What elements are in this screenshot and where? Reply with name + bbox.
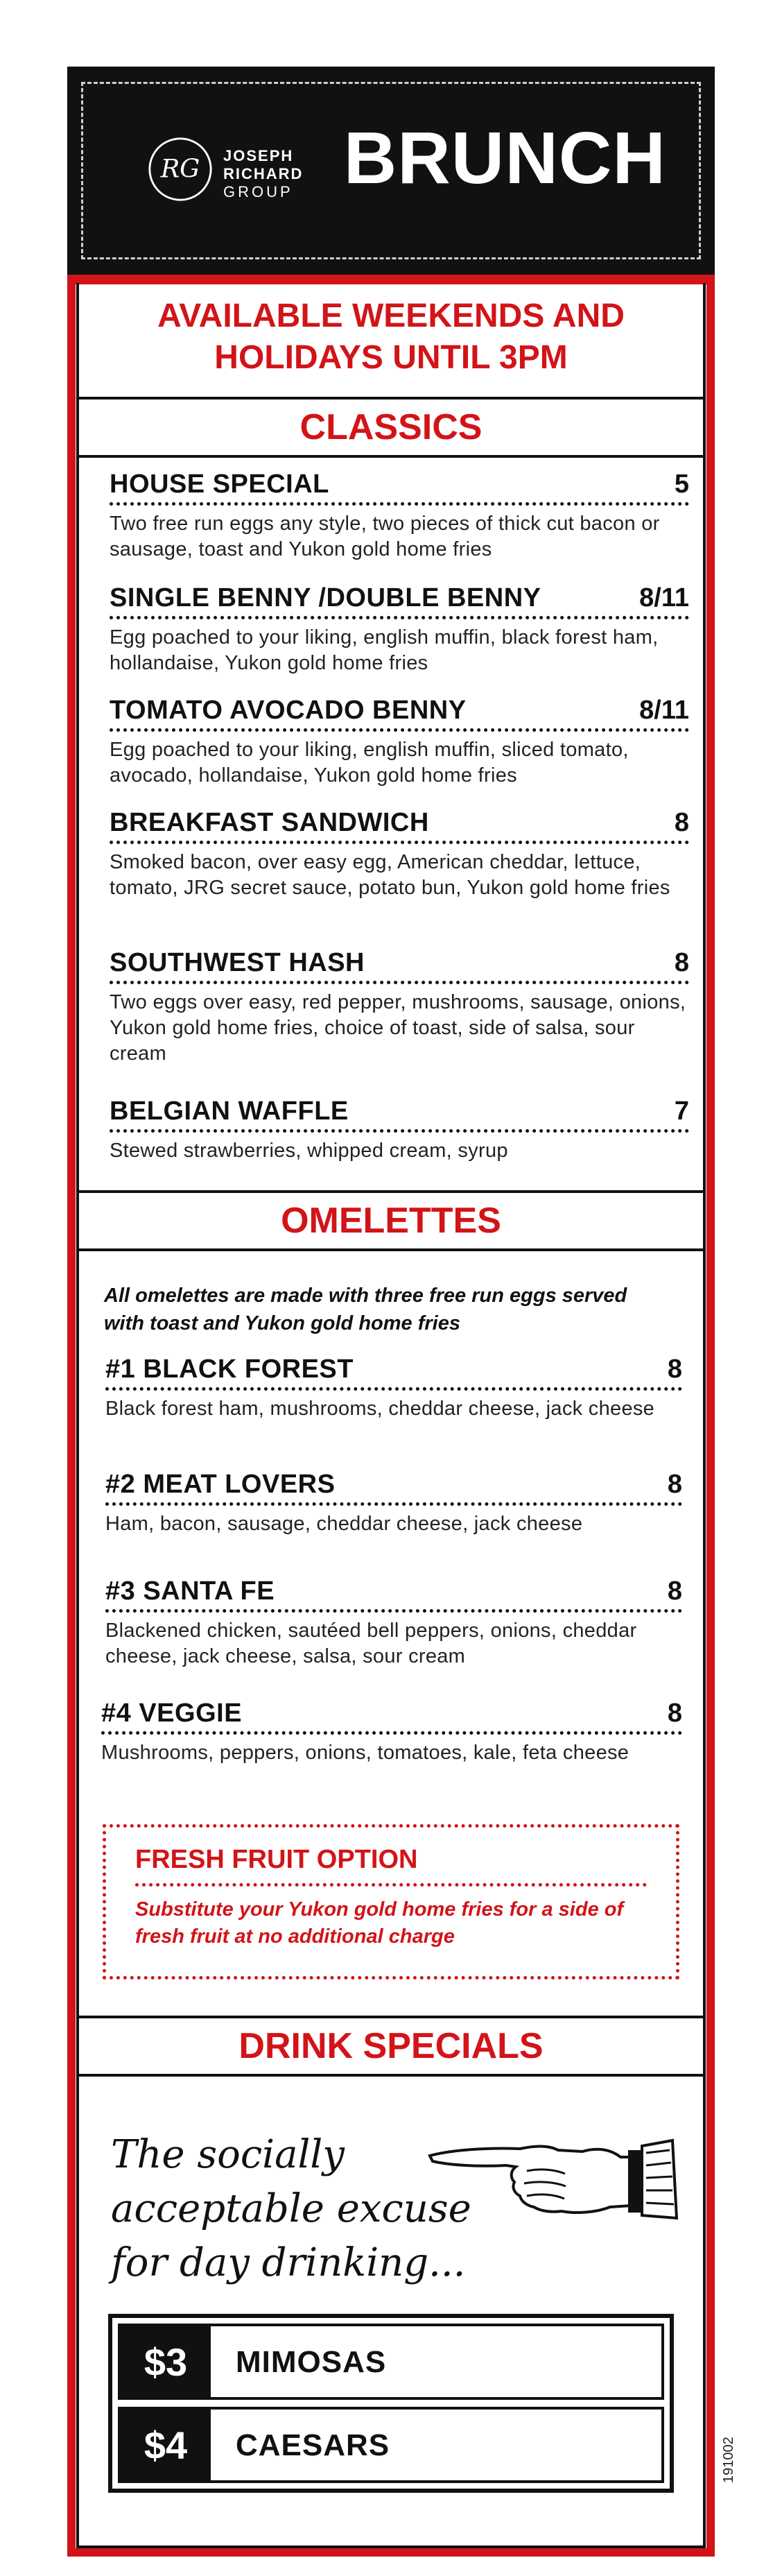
item-price: 8 (667, 1470, 682, 1499)
item-price: 8 (667, 1699, 682, 1728)
availability-note (83, 295, 699, 379)
drink-specials-table (108, 2314, 674, 2493)
item-title-row (101, 1698, 682, 1735)
item-name: TOMATO AVOCADO BENNY (110, 696, 467, 725)
item-description: Ham, bacon, sausage, cheddar cheese, jack cheese (105, 1513, 583, 1535)
fruit-option-title: FRESH FRUIT OPTION (135, 1845, 418, 1874)
item-title-row (110, 583, 689, 619)
item-description: Black forest ham, mushrooms, cheddar cheese, jack cheese (105, 1398, 655, 1420)
menu-item (110, 947, 689, 1067)
tagline-line-1: The socially (111, 2132, 345, 2177)
item-name: BELGIAN WAFFLE (110, 1097, 349, 1126)
fresh-fruit-option-box (103, 1824, 679, 1980)
print-code: 191002 (721, 2437, 736, 2483)
menu-item (110, 469, 689, 563)
omelettes-intro: All omelettes are made with three free run eggs served with toast and Yukon gold home fries (104, 1285, 627, 1334)
item-price: 8 (674, 808, 689, 837)
availability-line-2: HOLIDAYS UNTIL 3PM (214, 339, 568, 376)
pointing-hand-icon (423, 2129, 679, 2226)
item-description: Mushrooms, peppers, onions, tomatoes, kale, feta cheese (101, 1742, 629, 1764)
tagline-line-3: for day drinking... (111, 2240, 466, 2285)
availability-line-1: AVAILABLE WEEKENDS AND (157, 298, 625, 334)
drink-name: MIMOSAS (236, 2345, 387, 2379)
drink-row (118, 2407, 664, 2483)
item-title-row (110, 1096, 689, 1133)
menu-item (110, 1096, 689, 1164)
item-name: SINGLE BENNY /DOUBLE BENNY (110, 583, 541, 612)
item-name: #1 BLACK FOREST (105, 1355, 354, 1384)
classics-heading: CLASSICS (76, 397, 706, 458)
logo-line-2: RICHARD (223, 165, 304, 182)
item-name: #2 MEAT LOVERS (105, 1470, 336, 1499)
fruit-option-divider (135, 1883, 647, 1887)
item-title-row (105, 1469, 682, 1506)
item-name: BREAKFAST SANDWICH (110, 808, 429, 837)
menu-item (110, 583, 689, 676)
item-title-row (110, 469, 689, 506)
svg-text:RG: RG (160, 153, 200, 184)
item-title-row (110, 807, 689, 844)
item-description: Two free run eggs any style, two pieces of thick cut bacon or sausage, toast and Yukon gold home fries (110, 513, 660, 560)
menu-item (105, 1354, 682, 1422)
item-title-row (105, 1354, 682, 1391)
menu-item (105, 1469, 682, 1537)
item-price: 8 (674, 948, 689, 977)
item-price: 8/11 (639, 696, 689, 725)
omelettes-heading: OMELETTES (76, 1190, 706, 1251)
item-description: Egg poached to your liking, english muffin, black forest ham, hollandaise, Yukon gold home fries (110, 626, 659, 674)
item-name: SOUTHWEST HASH (110, 948, 365, 977)
item-description: Egg poached to your liking, english muffin, sliced tomato, avocado, hollandaise, Yukon gold home fries (110, 739, 629, 787)
menu-title: BRUNCH (343, 117, 666, 199)
item-title-row (105, 1576, 682, 1613)
item-title-row (110, 695, 689, 732)
item-name: HOUSE SPECIAL (110, 470, 329, 499)
menu-item (110, 695, 689, 789)
item-description: Two eggs over easy, red pepper, mushrooms, sausage, onions, Yukon gold home fries, choice of toast, side of salsa, sour cream (110, 991, 686, 1065)
menu-item (101, 1698, 682, 1766)
drink-row (118, 2324, 664, 2400)
item-name: #4 VEGGIE (101, 1699, 243, 1728)
item-name: #3 SANTA FE (105, 1577, 275, 1606)
item-price: 8 (667, 1355, 682, 1384)
item-description: Smoked bacon, over easy egg, American cheddar, lettuce, tomato, JRG secret sauce, potato bun, Yukon gold home fries (110, 851, 670, 899)
item-description: Blackened chicken, sautéed bell peppers, onions, cheddar cheese, jack cheese, salsa, sour cream (105, 1620, 637, 1667)
item-price: 7 (674, 1097, 689, 1126)
fruit-option-text: Substitute your Yukon gold home fries for a side of fresh fruit at no additional charge (135, 1898, 624, 1948)
drink-price: $3 (121, 2326, 211, 2397)
menu-header (67, 67, 715, 275)
item-price: 8 (667, 1577, 682, 1606)
item-title-row (110, 947, 689, 984)
jrg-monogram-icon (147, 136, 214, 203)
drink-specials-heading: DRINK SPECIALS (76, 2016, 706, 2077)
item-price: 5 (674, 470, 689, 499)
drink-name: CAESARS (236, 2428, 390, 2462)
logo-line-1: JOSEPH (223, 147, 294, 164)
item-description: Stewed strawberries, whipped cream, syrup (110, 1140, 508, 1162)
drink-price: $4 (121, 2410, 211, 2480)
logo-text (223, 147, 303, 201)
logo-line-3: GROUP (223, 183, 293, 200)
menu-item (105, 1576, 682, 1669)
jrg-logo (147, 136, 355, 205)
menu-item (110, 807, 689, 901)
item-price: 8/11 (639, 583, 689, 612)
tagline-line-2: acceptable excuse (111, 2186, 471, 2231)
